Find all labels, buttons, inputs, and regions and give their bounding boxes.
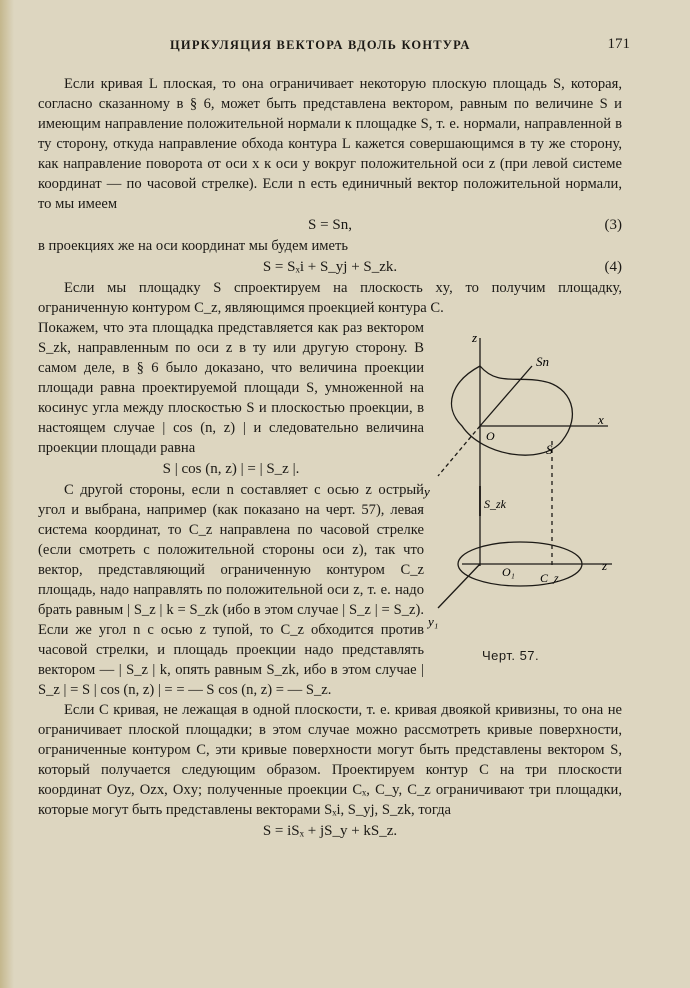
equation-5: [38, 458, 424, 480]
running-head: ЦИРКУЛЯЦИЯ ВЕКТОРА ВДОЛЬ КОНТУРА: [170, 38, 471, 52]
figure-wrap-column: [38, 318, 424, 700]
page-number: 171: [607, 36, 630, 52]
label-z-lower: z: [602, 558, 608, 573]
equation-4: [38, 256, 622, 278]
equation-6: [38, 820, 622, 842]
figure-57: [422, 326, 620, 676]
label-y1: y₁: [428, 614, 439, 629]
label-x: x: [598, 412, 604, 427]
paragraph-3: Если мы площадку S спроектируем на плоскость xy, то получим площадку, ограниченную контуром C_z, являющимся проекцией контура C.: [38, 280, 622, 316]
normal-vector: [480, 366, 532, 426]
figure-caption: Черт. 57.: [482, 648, 540, 663]
contour-c: [452, 366, 573, 455]
equation-3-formula: S = Sn,: [308, 217, 352, 233]
equation-3: [38, 214, 622, 236]
paragraph-2: в проекциях же на оси координат мы будем иметь: [38, 238, 349, 254]
equation-4-formula: S = Sₓi + S_yj + S_zk.: [262, 259, 398, 275]
page-header: [0, 38, 690, 58]
figure-57-drawing: [422, 326, 620, 646]
equation-5-formula: S | cos (n, z) | = | S_z |.: [162, 461, 300, 477]
label-sn: Sn: [536, 354, 549, 369]
y-axis: [438, 426, 480, 476]
equation-4-number: (4): [604, 259, 622, 275]
label-z: z: [472, 330, 478, 345]
label-o: O: [486, 429, 495, 443]
paragraph-1: Если кривая L плоская, то она ограничивает некоторую плоскую площадь S, которая, согласно сказанному в § 6, может быть представлена вектором, равным по величине S и имеющим направление положительной нормали к площадке S, т. е. нормали, направленной в ту сторону, откуда направление обхода контура L кажется совершающимся в ту же сторону, как направление поворота от оси x к оси y вокруг положительной оси z (при левой системе координат — по часовой стрелке). Если n есть единичный вектор положительной нормали, то мы имеем: [38, 76, 622, 212]
equation-6-formula: S = iSₓ + jS_y + kS_z.: [262, 823, 398, 839]
paragraph-4: Покажем, что эта площадка представляется как раз вектором S_zk, направленным по оси z в ту или другую сторону. В самом деле, в § 6 было доказано, что величина проекции площади равна проектируемой площади S, умноженной на косинус угла между плоскостью S и плоскостью проекции, в настоящем случае | cos (n, z) | и следовательно величина проекции площади равна: [38, 320, 424, 456]
text-block: [38, 74, 622, 842]
y1-axis: [438, 564, 480, 608]
label-s: S: [546, 442, 553, 457]
figure-wrap-region: [38, 318, 622, 700]
equation-3-number: (3): [604, 217, 622, 233]
paragraph-6: Если C кривая, не лежащая в одной плоскости, т. е. кривая двоякой кривизны, то она не ограничивает плоской площадки; в этом случае можно рассмотреть кривые поверхности, ограниченные контуром C, эти кривые поверхности могут быть представлены вектором S, который получается следующим образом. Проектируем контур C на три плоскости координат Oyz, Ozx, Oxy; полученные проекции Cₓ, C_y, C_z ограничивают три площадки, которые могут быть представлены векторами Sₓi, S_yj, S_zk, тогда: [38, 702, 622, 818]
label-o1: O₁: [502, 565, 515, 579]
label-cz: C_z: [540, 571, 559, 585]
paragraph-5: С другой стороны, если n составляет с осью z острый угол и выбрана, например (как показано на черт. 57), левая система координат, то C_z направлена по часовой стрелке (если смотреть с положительной стороны оси z), так что вектор, представляющий ограниченную контуром C_z площадь, надо направлять по положительной оси z, т. е. надо брать равным | S_z | k = S_zk (ибо в этом случае | S_z | = S_z). Если же угол n с осью z тупой, то C_z обходится против часовой стрелки, и площадь проекции надо представлять вектором — | S_z | k, опять равным S_zk, ибо в этом случае | S_z | = S | cos (n, z) | = = — S cos (n, z) = — S_z.: [38, 482, 424, 698]
label-szk: S_zk: [484, 497, 506, 511]
label-y: y: [424, 484, 430, 499]
page-edge: [0, 0, 14, 988]
